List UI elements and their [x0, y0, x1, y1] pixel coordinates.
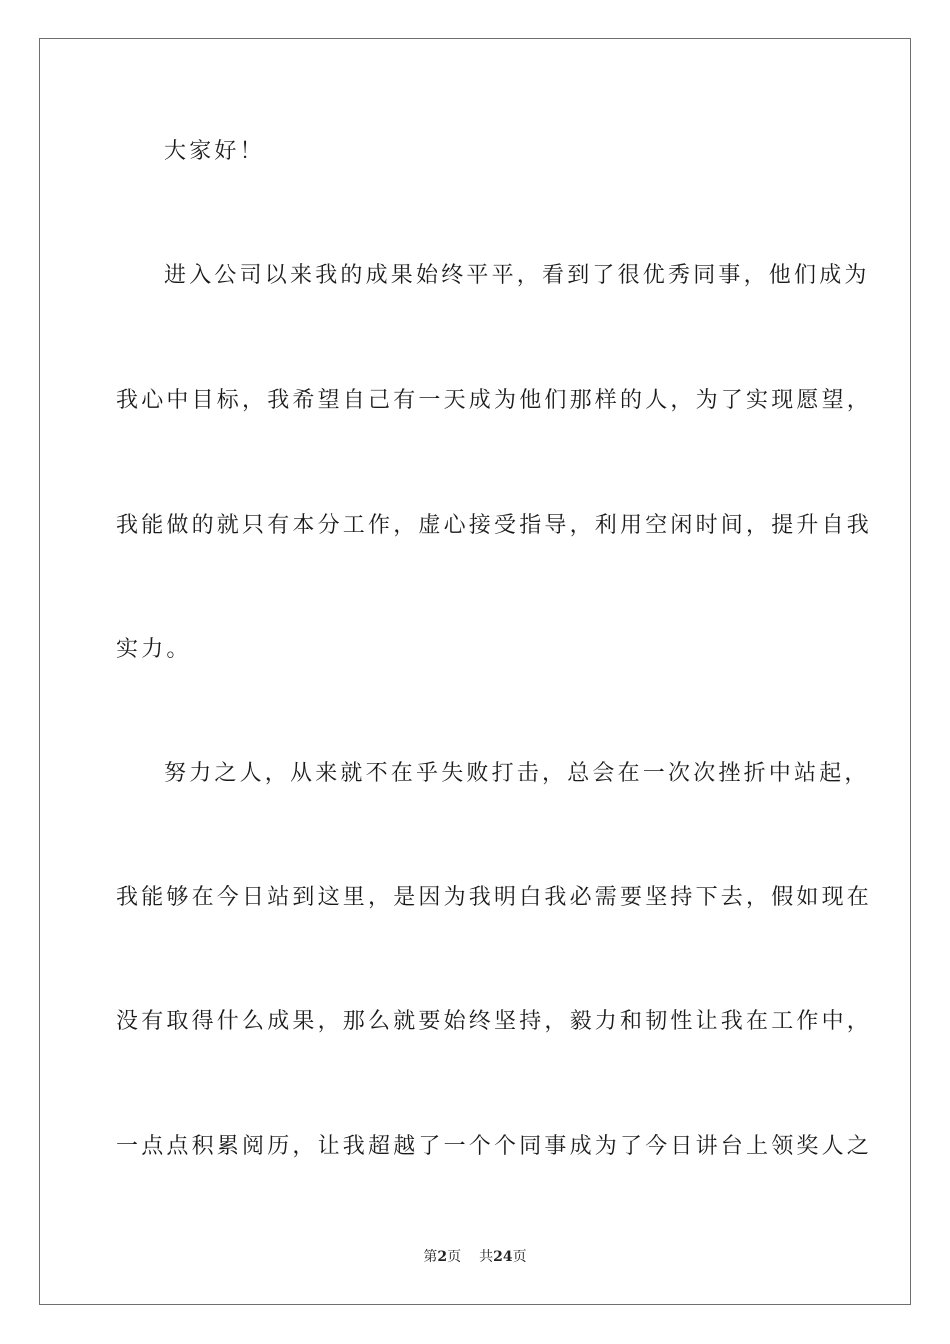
page-border — [39, 38, 911, 1305]
total-prefix: 共 — [479, 1249, 494, 1265]
paragraph-1-line-4: 实力。 — [116, 637, 192, 662]
total-suffix: 页 — [512, 1249, 527, 1265]
paragraph-2-line-2: 我能够在今日站到这里，是因为我明白我必需要坚持下去，假如现在 — [116, 885, 873, 910]
page-suffix: 页 — [447, 1249, 462, 1265]
total-pages: 24 — [493, 1249, 513, 1265]
paragraph-2-line-1: 努力之人，从来就不在乎失败打击，总会在一次次挫折中站起， — [164, 761, 870, 786]
page-footer — [0, 1248, 950, 1266]
paragraph-2-line-3: 没有取得什么成果，那么就要始终坚持，毅力和韧性让我在工作中， — [116, 1009, 873, 1034]
page-number: 2 — [437, 1249, 448, 1265]
paragraph-1-line-2: 我心中目标，我希望自己有一天成为他们那样的人，为了实现愿望， — [116, 388, 873, 413]
paragraph-2-line-4: 一点点积累阅历，让我超越了一个个同事成为了今日讲台上领奖人之 — [116, 1134, 873, 1159]
paragraph-1-line-3: 我能做的就只有本分工作，虚心接受指导，利用空闲时间，提升自我 — [116, 513, 873, 538]
paragraph-1-line-1: 进入公司以来我的成果始终平平，看到了很优秀同事，他们成为 — [164, 263, 870, 288]
greeting-line: 大家好！ — [164, 139, 265, 164]
page-prefix: 第 — [423, 1249, 438, 1265]
